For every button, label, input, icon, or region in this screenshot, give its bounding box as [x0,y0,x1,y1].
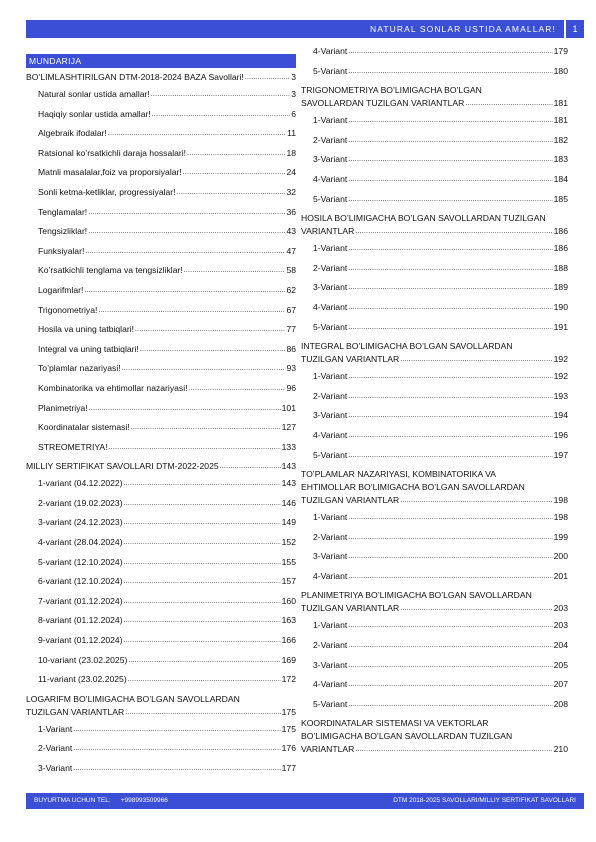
toc-page-number: 190 [553,301,568,312]
toc-page-number: 143 [281,478,296,489]
toc-entry-title: Matnli masalalar,foiz va proporsiyalar! [38,167,182,178]
dot-leader [128,675,281,685]
toc-entry-title: 3-Variant [313,282,348,293]
toc-entry-title: BO’LIMLASHTIRILGAN DTM-2018-2024 BAZA Savollari! [26,72,244,82]
toc-page-number: 127 [281,422,296,433]
dot-leader [348,303,552,313]
toc-page-number: 36 [286,206,296,217]
toc-page-number: 198 [553,512,568,523]
toc-page-number: 193 [553,390,568,401]
dot-leader [73,744,280,754]
toc-page-number: 189 [553,282,568,293]
toc-entry-title: 2-Variant [38,743,73,754]
toc-entry-title: 9-variant (01.12.2024) [38,635,123,646]
toc-left-column [26,71,296,782]
dot-leader [348,411,552,421]
toc-page-number: 203 [553,603,568,614]
toc-entry[interactable] [26,88,296,100]
dot-leader [348,195,552,205]
toc-entry-title: TRIGONOMETRIYA BO’LIMIGACHA BO’LGAN [301,85,482,96]
toc-entry[interactable] [301,301,568,313]
toc-entry-title: 10-variant (23.02.2025) [38,654,128,665]
dot-leader [348,513,552,523]
toc-page-number: 101 [281,402,296,413]
toc-page-number: 181 [553,115,568,126]
dot-leader [355,745,552,755]
toc-entry[interactable] [26,575,296,587]
toc-entry[interactable] [26,108,296,120]
toc-entry[interactable] [301,678,568,690]
toc-entry[interactable] [26,614,296,626]
toc-entry-title: PLANIMETRIYA BO’LIMIGACHA BO’LGAN SAVOLLARDAN [301,590,532,601]
toc-page-number: 184 [553,173,568,184]
dot-leader [88,227,285,237]
toc-entry-title: Sonli ketma-ketliklar, progressiyalar! [38,186,176,197]
toc-page-number: 197 [553,449,568,460]
dot-leader [152,110,290,120]
toc-entry[interactable] [26,441,296,453]
toc-page-number: 143 [281,461,296,472]
header-title: NATURAL SONLAR USTIDA AMALLAR! [369,24,556,34]
toc-entry-title: 2-variant (19.02.2023) [38,497,123,508]
toc-page-number: 96 [286,382,296,393]
toc-entry[interactable] [301,429,568,441]
toc-page-number: 67 [286,304,296,315]
dot-leader [348,641,552,651]
toc-page-number: 166 [281,635,296,646]
toc-entry-title: TO’PLAMLAR NAZARIYASI, KOMBINATORIKA VA [301,469,496,480]
toc-section[interactable] [301,340,568,365]
toc-entry[interactable] [26,742,296,754]
toc-page-number: 200 [553,551,568,562]
toc-entry-title: 2-Variant [313,390,348,401]
toc-page-number: 180 [553,65,568,76]
dot-leader [184,266,286,276]
dot-leader [348,572,552,582]
toc-entry-title: Trigonometriya! [38,304,98,315]
toc-entry[interactable] [301,281,568,293]
dot-leader [348,552,552,562]
toc-entry[interactable] [26,634,296,646]
dot-leader [348,323,552,333]
toc-entry[interactable] [26,723,296,735]
toc-entry-title: Tengsizliklar! [38,226,88,237]
toc-entry-title: 4-Variant [313,429,348,440]
toc-entry[interactable] [301,370,568,382]
toc-page-number: 175 [281,706,296,717]
toc-entry-title: 6-variant (12.10.2024) [38,576,123,587]
dot-leader [122,364,286,374]
toc-entry-title: 1-Variant [313,512,348,523]
toc-entry[interactable] [301,173,568,185]
toc-entry-title: 4-Variant [313,46,348,56]
dot-leader [84,286,285,296]
dot-leader [109,443,281,453]
toc-page-number: 185 [553,193,568,204]
dot-leader [348,264,552,274]
toc-section[interactable] [301,589,568,614]
toc-entry-title: 4-variant (28.04.2024) [38,537,123,548]
dot-leader [124,538,281,548]
toc-section[interactable] [301,468,568,506]
toc-page-number: 183 [553,154,568,165]
toc-entry[interactable] [26,536,296,548]
toc-page-number: 192 [553,354,568,365]
toc-page-number: 176 [281,743,296,754]
dot-leader [348,155,552,165]
toc-entry-title: Natural sonlar ustida amallar! [38,89,150,99]
dot-leader [348,431,552,441]
toc-entry[interactable] [26,323,296,335]
toc-page-number: 199 [553,531,568,542]
toc-entry-title: 5-Variant [313,193,348,204]
toc-entry-title: Ko’rsatkichli tenglama va tengsizliklar! [38,265,183,276]
toc-page-number: 47 [286,245,296,256]
toc-entry-title: 11-variant (23.02.2025) [38,674,127,685]
dot-leader [348,244,552,254]
toc-entry-title: SAVOLLARDAN TUZILGAN VARIANTLAR [301,98,465,109]
toc-entry-title: Planimetriya! [38,402,88,413]
dot-leader [348,175,552,185]
toc-page-number: 146 [281,497,296,508]
toc-entry[interactable] [301,193,568,205]
toc-page-number: 172 [281,674,296,685]
dot-leader [140,345,286,355]
toc-page-number: 6 [291,108,296,119]
toc-entry-title: 4-Variant [313,301,348,312]
dot-leader [151,90,290,100]
toc-entry[interactable] [301,659,568,671]
footer-title: DTM 2018-2025 SAVOLLARI/MILLIY SERTIFIKAT SAVOLLARI [393,797,576,804]
toc-page-number: 86 [286,343,296,354]
toc-entry[interactable] [26,206,296,218]
toc-entry-title: 1-Variant [313,371,348,382]
dot-leader [177,188,286,198]
toc-entry-title: 3-Variant [38,763,73,773]
toc-page-number: 201 [553,570,568,581]
dot-leader [355,227,552,237]
toc-page-number: 43 [286,226,296,237]
toc-page-number: 152 [281,537,296,548]
toc-entry-title: To’plamlar nazariyasi! [38,363,121,374]
toc-page-number: 205 [553,659,568,670]
dot-leader [348,700,552,710]
toc-entry[interactable] [301,321,568,333]
dot-leader [348,621,552,631]
toc-entry-title: 1-Variant [313,243,348,254]
toc-page-number: 198 [553,495,568,506]
dot-leader [400,604,552,614]
toc-page-number: 149 [281,517,296,528]
toc-entry-title: 2-Variant [313,531,348,542]
toc-page-number: 194 [553,410,568,421]
toc-page-number: 177 [281,763,296,773]
toc-entry-title: 5-Variant [313,65,348,76]
dot-leader [124,636,281,646]
toc-section[interactable] [26,71,296,83]
dot-leader [183,168,286,178]
toc-entry[interactable] [26,186,296,198]
toc-entry-title: LOGARIFM BO’LIMIGACHA BO’LGAN SAVOLLARDAN [26,693,240,704]
toc-entry[interactable] [301,65,568,77]
dot-leader [88,208,285,218]
toc-page-number: 18 [286,147,296,158]
toc-entry[interactable] [26,264,296,276]
toc-section[interactable] [26,693,296,718]
toc-entry-title: 3-Variant [313,410,348,421]
footer-contact [34,793,168,809]
toc-entry-title: 1-Variant [313,115,348,126]
toc-entry[interactable] [26,477,296,489]
toc-entry-title: 3-variant (24.12.2023) [38,517,123,528]
toc-entry[interactable] [301,531,568,543]
dot-leader [124,499,281,509]
toc-entry[interactable] [26,225,296,237]
toc-page-number: 182 [553,134,568,145]
toc-page-number: 163 [281,615,296,626]
toc-page-number: 3 [291,72,296,82]
toc-entry-title: Haqiqiy sonlar ustida amallar! [38,108,151,119]
toc-entry-title: 4-Variant [313,173,348,184]
toc-page-number: 188 [553,262,568,273]
page-number: 1 [566,20,584,38]
toc-entry-title: 4-Variant [313,570,348,581]
toc-entry[interactable] [301,114,568,126]
footer-bar [26,793,584,809]
dot-leader [348,661,552,671]
toc-entry-title: BO’LIMIGACHA BO’LGAN SAVOLLARDAN TUZILGAN [301,731,513,742]
dot-leader [400,355,552,365]
toc-entry-title: Logarifmlar! [38,284,84,295]
toc-page-number: 208 [553,698,568,709]
toc-entry-title: 3-Variant [313,659,348,670]
dot-leader [73,725,280,735]
toc-entry[interactable] [26,654,296,666]
toc-entry[interactable] [26,284,296,296]
toc-entry-title: Tenglamalar! [38,206,88,217]
dot-leader [124,597,281,607]
dot-leader [348,136,552,146]
toc-page-number: 204 [553,640,568,651]
toc-entry[interactable] [301,570,568,582]
toc-page-number: 186 [553,226,568,237]
dot-leader [348,451,552,461]
dot-leader [348,392,552,402]
toc-entry[interactable] [26,421,296,433]
toc-entry-title: KOORDINATALAR SISTEMASI VA VEKTORLAR [301,718,489,729]
toc-entry-title: EHTIMOLLAR BO’LIMIGACHA BO’LGAN SAVOLLARDAN [301,482,525,493]
dot-leader [400,496,552,506]
toc-entry[interactable] [26,402,296,414]
dot-leader [245,73,290,83]
dot-leader [465,99,552,109]
toc-entry[interactable] [26,304,296,316]
toc-entry[interactable] [301,449,568,461]
toc-entry-title: 3-Variant [313,154,348,165]
toc-page-number: 77 [286,324,296,335]
toc-page-number: 157 [281,576,296,587]
footer-label: BUYURTMA UCHUN TEL: [34,797,111,804]
dot-leader [108,129,286,139]
toc-entry-title: 2-Variant [313,262,348,273]
toc-page-number: 62 [286,284,296,295]
toc-entry[interactable] [26,673,296,685]
toc-entry[interactable] [26,516,296,528]
dot-leader [73,764,280,774]
toc-section[interactable] [301,84,568,109]
dot-leader [348,680,552,690]
dot-leader [348,116,552,126]
toc-page-number: 181 [553,98,568,109]
toc-entry[interactable] [26,166,296,178]
toc-entry[interactable] [301,390,568,402]
toc-entry-title: 1-Variant [38,723,73,734]
toc-entry-title: TUZILGAN VARIANTLAR [301,354,400,365]
dot-leader [125,708,280,718]
dot-leader [348,533,552,543]
toc-page-number: 207 [553,679,568,690]
toc-entry[interactable] [301,550,568,562]
toc-page-number: 32 [286,186,296,197]
dot-leader [124,479,281,489]
toc-page-number: 155 [281,556,296,567]
toc-page-number: 3 [291,89,296,99]
toc-entry-title: 5-Variant [313,698,348,709]
toc-page-number: 179 [553,46,568,56]
toc-entry[interactable] [301,153,568,165]
toc-section[interactable] [301,212,568,237]
toc-entry[interactable] [26,497,296,509]
toc-entry-title: TUZILGAN VARIANTLAR [301,603,400,614]
footer-phone: +998993509966 [120,797,168,804]
toc-entry-title: TUZILGAN VARIANTLAR [301,495,400,506]
toc-entry[interactable] [301,639,568,651]
toc-entry[interactable] [26,362,296,374]
dot-leader [128,656,280,666]
toc-page-number: 93 [286,363,296,374]
dot-leader [124,577,281,587]
toc-page-number: 169 [281,654,296,665]
toc-entry-title: 5-Variant [313,321,348,332]
toc-right-column [301,45,568,760]
toc-page-number: 196 [553,429,568,440]
toc-page-number: 58 [286,265,296,276]
toc-page-number: 186 [553,243,568,254]
toc-page-number: 11 [287,128,296,139]
toc-entry-title: Hosila va uning tatbiqlari! [38,324,135,335]
toc-page-number: 192 [553,371,568,382]
toc-page-number: 175 [281,723,296,734]
toc-entry[interactable] [301,698,568,710]
toc-entry[interactable] [301,619,568,631]
toc-entry-title: VARIANTLAR [301,744,355,755]
dot-leader [124,616,281,626]
toc-page-number: 24 [286,167,296,178]
toc-entry[interactable] [26,382,296,394]
dot-leader [131,423,281,433]
toc-entry[interactable] [301,134,568,146]
toc-page-number: 160 [281,595,296,606]
dot-leader [124,558,281,568]
toc-entry[interactable] [301,262,568,274]
toc-entry-title: STREOMETRIYA! [38,441,108,452]
toc-entry[interactable] [26,556,296,568]
toc-entry-title: Kombinatorika va ehtimollar nazariyasi! [38,382,188,393]
dot-leader [348,372,552,382]
toc-entry-title: 2-Variant [313,640,348,651]
toc-entry[interactable] [26,343,296,355]
toc-page-number: 191 [553,321,568,332]
toc-entry-title: 2-Variant [313,134,348,145]
dot-leader [220,462,281,472]
dot-leader [189,384,286,394]
toc-entry-title: 1-Variant [313,620,348,631]
toc-entry-title: Integral va uning tatbiqlari! [38,343,139,354]
toc-entry-title: Koordinatalar sistemasi! [38,422,130,433]
toc-entry-title: TUZILGAN VARIANTLAR [26,706,125,717]
contents-title: MUNDARIJA [26,54,296,68]
toc-section[interactable] [26,460,296,472]
toc-page-number: 133 [281,441,296,452]
dot-leader [348,47,552,57]
toc-entry-title: 1-variant (04.12.2022) [38,478,123,489]
toc-entry-title: VARIANTLAR [301,226,355,237]
toc-entry[interactable] [26,595,296,607]
dot-leader [98,306,285,316]
toc-entry[interactable] [301,511,568,523]
toc-page-number: 210 [553,744,568,755]
dot-leader [85,247,285,257]
toc-entry[interactable] [26,147,296,159]
toc-entry-title: 5-variant (12.10.2024) [38,556,123,567]
toc-section[interactable] [301,717,568,755]
toc-entry[interactable] [26,762,296,774]
dot-leader [348,67,552,77]
dot-leader [89,404,281,414]
dot-leader [348,283,552,293]
toc-entry-title: 5-Variant [313,449,348,460]
header-title-bar [26,20,564,38]
dot-leader [187,149,285,159]
toc-entry[interactable] [301,409,568,421]
toc-entry-title: MILLIY SERTIFIKAT SAVOLLARI DTM-2022-2025 [26,461,219,472]
toc-entry[interactable] [301,242,568,254]
toc-entry[interactable] [26,127,296,139]
toc-entry[interactable] [26,245,296,257]
toc-entry-title: 7-variant (01.12.2024) [38,595,123,606]
toc-entry[interactable] [301,45,568,57]
toc-entry-title: 3-Variant [313,551,348,562]
toc-entry-title: Ratsional ko’rsatkichli daraja hossalari! [38,147,187,158]
toc-entry-title: INTEGRAL BO’LIMIGACHA BO’LGAN SAVOLLARDAN [301,341,513,352]
toc-entry-title: 4-Variant [313,679,348,690]
dot-leader [135,325,285,335]
toc-page-number: 203 [553,620,568,631]
toc-entry-title: HOSILA BO’LIMIGACHA BO’LGAN SAVOLLARDAN TUZILGAN [301,213,546,224]
dot-leader [124,518,281,528]
toc-entry-title: Algebraik ifodalar! [38,128,107,139]
toc-entry-title: Funksiyalar! [38,245,85,256]
toc-entry-title: 8-variant (01.12.2024) [38,615,123,626]
